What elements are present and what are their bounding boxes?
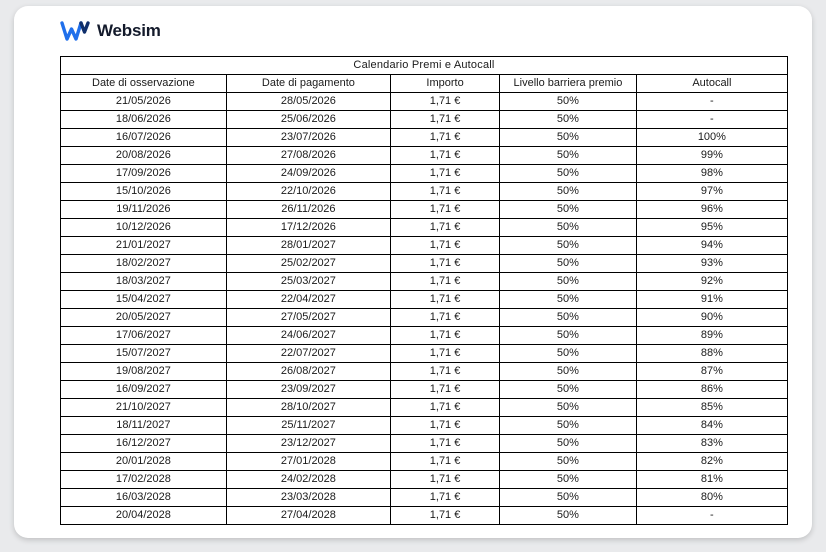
table-cell: 20/08/2026 [61, 147, 227, 165]
table-cell: - [636, 93, 787, 111]
table-cell: - [636, 111, 787, 129]
table-row [61, 489, 788, 507]
table-cell: 50% [500, 219, 637, 237]
document-page [14, 6, 812, 538]
table-cell: 50% [500, 453, 637, 471]
calendar-table [60, 56, 788, 525]
table-cell: 24/02/2028 [226, 471, 390, 489]
table-cell: 28/10/2027 [226, 399, 390, 417]
table-row [61, 129, 788, 147]
table-cell: 10/12/2026 [61, 219, 227, 237]
table-cell: 27/01/2028 [226, 453, 390, 471]
table-cell: 1,71 € [391, 291, 500, 309]
table-cell: 18/06/2026 [61, 111, 227, 129]
table-row [61, 237, 788, 255]
table-cell: 50% [500, 93, 637, 111]
table-cell: 94% [636, 237, 787, 255]
table-cell: 82% [636, 453, 787, 471]
table-cell: 24/06/2027 [226, 327, 390, 345]
table-title-row [61, 57, 788, 75]
table-cell: 50% [500, 507, 637, 525]
table-row [61, 165, 788, 183]
table-cell: 1,71 € [391, 345, 500, 363]
table-cell: 50% [500, 327, 637, 345]
table-cell: 1,71 € [391, 399, 500, 417]
table-cell: 83% [636, 435, 787, 453]
table-cell: 1,71 € [391, 327, 500, 345]
table-cell: 1,71 € [391, 111, 500, 129]
table-cell: 22/07/2027 [226, 345, 390, 363]
table-title: Calendario Premi e Autocall [61, 57, 788, 75]
table-cell: 95% [636, 219, 787, 237]
table-row [61, 435, 788, 453]
table-cell: 1,71 € [391, 489, 500, 507]
table-row [61, 309, 788, 327]
table-cell: 1,71 € [391, 165, 500, 183]
table-cell: 50% [500, 291, 637, 309]
table-cell: 91% [636, 291, 787, 309]
table-cell: 1,71 € [391, 417, 500, 435]
table-cell: 15/04/2027 [61, 291, 227, 309]
table-cell: 17/06/2027 [61, 327, 227, 345]
table-cell: 1,71 € [391, 381, 500, 399]
table-cell: 23/03/2028 [226, 489, 390, 507]
table-cell: 21/05/2026 [61, 93, 227, 111]
table-cell: 28/05/2026 [226, 93, 390, 111]
table-row [61, 453, 788, 471]
table-cell: 50% [500, 399, 637, 417]
table-cell: 20/04/2028 [61, 507, 227, 525]
table-cell: 89% [636, 327, 787, 345]
table-cell: 23/09/2027 [226, 381, 390, 399]
table-cell: 15/07/2027 [61, 345, 227, 363]
table-cell: 1,71 € [391, 93, 500, 111]
table-cell: 97% [636, 183, 787, 201]
table-row [61, 273, 788, 291]
table-cell: 1,71 € [391, 309, 500, 327]
table-cell: 26/08/2027 [226, 363, 390, 381]
calendar-table-body [61, 93, 788, 525]
table-row [61, 327, 788, 345]
table-cell: 26/11/2026 [226, 201, 390, 219]
table-cell: 25/06/2026 [226, 111, 390, 129]
table-cell: 50% [500, 345, 637, 363]
table-row [61, 183, 788, 201]
table-cell: 25/11/2027 [226, 417, 390, 435]
table-row [61, 147, 788, 165]
table-cell: 86% [636, 381, 787, 399]
table-cell: 17/02/2028 [61, 471, 227, 489]
table-cell: 50% [500, 363, 637, 381]
table-cell: - [636, 507, 787, 525]
table-cell: 50% [500, 165, 637, 183]
column-header-date-osservazione: Date di osservazione [61, 75, 227, 93]
calendar-table-container [60, 56, 788, 525]
table-cell: 50% [500, 489, 637, 507]
table-cell: 1,71 € [391, 237, 500, 255]
websim-logo-icon [60, 19, 90, 43]
table-cell: 50% [500, 183, 637, 201]
column-header-autocall: Autocall [636, 75, 787, 93]
table-row [61, 471, 788, 489]
table-row [61, 507, 788, 525]
table-cell: 20/01/2028 [61, 453, 227, 471]
table-row [61, 417, 788, 435]
table-cell: 1,71 € [391, 219, 500, 237]
table-cell: 50% [500, 255, 637, 273]
table-cell: 90% [636, 309, 787, 327]
table-cell: 93% [636, 255, 787, 273]
table-cell: 23/12/2027 [226, 435, 390, 453]
table-cell: 100% [636, 129, 787, 147]
table-cell: 50% [500, 147, 637, 165]
table-cell: 24/09/2026 [226, 165, 390, 183]
table-cell: 50% [500, 381, 637, 399]
table-cell: 1,71 € [391, 183, 500, 201]
table-cell: 1,71 € [391, 147, 500, 165]
table-cell: 18/02/2027 [61, 255, 227, 273]
table-row [61, 219, 788, 237]
table-cell: 19/11/2026 [61, 201, 227, 219]
table-cell: 17/12/2026 [226, 219, 390, 237]
table-cell: 23/07/2026 [226, 129, 390, 147]
table-header-row [61, 75, 788, 93]
table-cell: 99% [636, 147, 787, 165]
table-cell: 27/08/2026 [226, 147, 390, 165]
table-cell: 25/03/2027 [226, 273, 390, 291]
brand-header [60, 16, 161, 46]
table-cell: 25/02/2027 [226, 255, 390, 273]
table-cell: 22/04/2027 [226, 291, 390, 309]
table-cell: 1,71 € [391, 255, 500, 273]
table-row [61, 399, 788, 417]
table-cell: 19/08/2027 [61, 363, 227, 381]
table-cell: 81% [636, 471, 787, 489]
table-cell: 96% [636, 201, 787, 219]
table-cell: 80% [636, 489, 787, 507]
table-cell: 50% [500, 237, 637, 255]
table-cell: 88% [636, 345, 787, 363]
column-header-livello-barriera-premio: Livello barriera premio [500, 75, 637, 93]
table-cell: 50% [500, 201, 637, 219]
column-header-date-pagamento: Date di pagamento [226, 75, 390, 93]
table-cell: 1,71 € [391, 507, 500, 525]
table-row [61, 93, 788, 111]
table-cell: 20/05/2027 [61, 309, 227, 327]
table-cell: 1,71 € [391, 273, 500, 291]
table-cell: 22/10/2026 [226, 183, 390, 201]
table-cell: 50% [500, 417, 637, 435]
table-cell: 50% [500, 309, 637, 327]
table-cell: 18/11/2027 [61, 417, 227, 435]
table-cell: 17/09/2026 [61, 165, 227, 183]
table-cell: 1,71 € [391, 201, 500, 219]
table-row [61, 201, 788, 219]
table-row [61, 255, 788, 273]
table-row [61, 363, 788, 381]
table-cell: 50% [500, 129, 637, 147]
table-cell: 50% [500, 471, 637, 489]
table-cell: 16/03/2028 [61, 489, 227, 507]
table-cell: 28/01/2027 [226, 237, 390, 255]
table-cell: 27/04/2028 [226, 507, 390, 525]
table-row [61, 345, 788, 363]
table-cell: 21/01/2027 [61, 237, 227, 255]
table-cell: 92% [636, 273, 787, 291]
table-cell: 87% [636, 363, 787, 381]
table-cell: 1,71 € [391, 435, 500, 453]
brand-name: Websim [97, 21, 161, 40]
table-cell: 21/10/2027 [61, 399, 227, 417]
table-cell: 50% [500, 111, 637, 129]
table-cell: 16/09/2027 [61, 381, 227, 399]
table-cell: 1,71 € [391, 453, 500, 471]
table-cell: 18/03/2027 [61, 273, 227, 291]
table-cell: 50% [500, 435, 637, 453]
table-row [61, 381, 788, 399]
table-cell: 1,71 € [391, 129, 500, 147]
table-cell: 27/05/2027 [226, 309, 390, 327]
table-cell: 84% [636, 417, 787, 435]
table-cell: 85% [636, 399, 787, 417]
table-cell: 50% [500, 273, 637, 291]
table-cell: 1,71 € [391, 363, 500, 381]
table-cell: 16/12/2027 [61, 435, 227, 453]
table-cell: 1,71 € [391, 471, 500, 489]
table-cell: 98% [636, 165, 787, 183]
table-cell: 15/10/2026 [61, 183, 227, 201]
column-header-importo: Importo [391, 75, 500, 93]
table-row [61, 291, 788, 309]
table-cell: 16/07/2026 [61, 129, 227, 147]
table-row [61, 111, 788, 129]
